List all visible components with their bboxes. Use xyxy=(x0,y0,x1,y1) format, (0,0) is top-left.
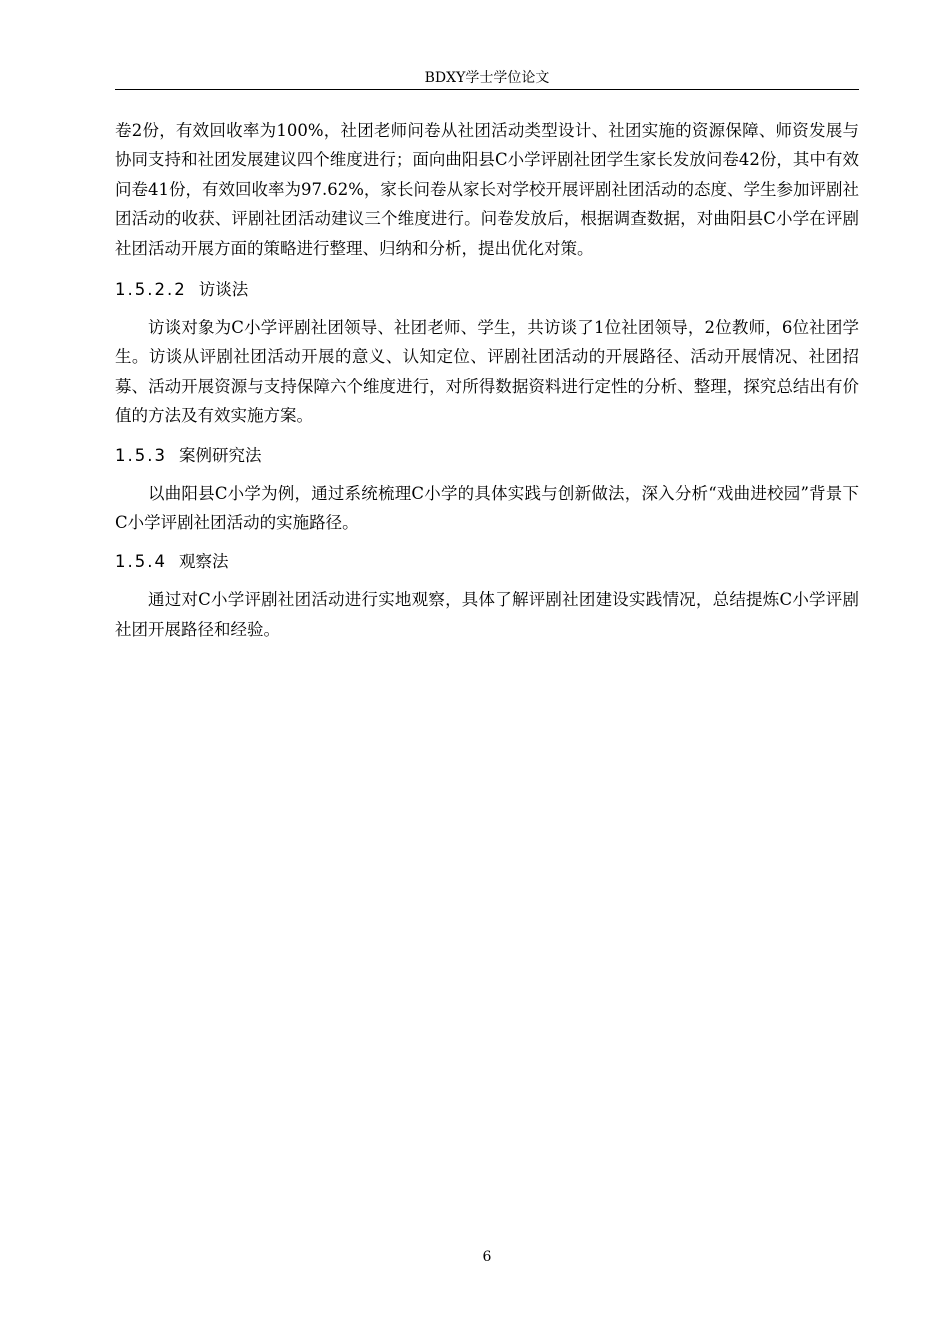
section-heading-1-5-2-2 xyxy=(115,275,859,305)
page-number: 6 xyxy=(482,1249,492,1265)
section-heading-1-5-3 xyxy=(115,441,859,471)
section-number: 1.5.2.2 xyxy=(115,280,187,300)
page-body xyxy=(115,116,859,644)
paragraph-interview-method: 访谈对象为C小学评剧社团领导、社团老师、学生，共访谈了1位社团领导，2位教师，6位社团学生。访谈从评剧社团活动开展的意义、认知定位、评剧社团活动的开展路径、活动开展情况、社团招募、活动开展资源与支持保障六个维度进行，对所得数据资料进行定性的分析、整理，探究总结出有价值的方法及有效实施方案。 xyxy=(115,318,859,426)
section-title: 访谈法 xyxy=(198,280,249,300)
paragraph-case-study-method: 以曲阳县C小学为例，通过系统梳理C小学的具体实践与创新做法，深入分析“戏曲进校园”背景下C小学评剧社团活动的实施路径。 xyxy=(115,483,859,533)
section-title: 案例研究法 xyxy=(178,445,262,465)
header-rule xyxy=(115,89,859,90)
running-header: BDXY学士学位论文 xyxy=(424,70,550,86)
section-title: 观察法 xyxy=(178,552,229,572)
paragraph-observation-method: 通过对C小学评剧社团活动进行实地观察，具体了解评剧社团建设实践情况，总结提炼C小学评剧社团开展路径和经验。 xyxy=(115,590,859,639)
section-number: 1.5.3 xyxy=(115,445,167,465)
paragraph-questionnaire-continued: 卷2份，有效回收率为100%，社团老师问卷从社团活动类型设计、社团实施的资源保障、师资发展与协同支持和社团发展建议四个维度进行；面向曲阳县C小学评剧社团学生家长发放问卷42份，其中有效问卷41份，有效回收率为97.62%，家长问卷从家长对学校开展评剧社团活动的态度、学生参加评剧社团活动的收获、评剧社团活动建议三个维度进行。问卷发放后，根据调查数据，对曲阳县C小学在评剧社团活动开展方面的策略进行整理、归纳和分析，提出优化对策。 xyxy=(115,121,859,258)
section-number: 1.5.4 xyxy=(115,552,167,572)
section-heading-1-5-4 xyxy=(115,547,859,577)
